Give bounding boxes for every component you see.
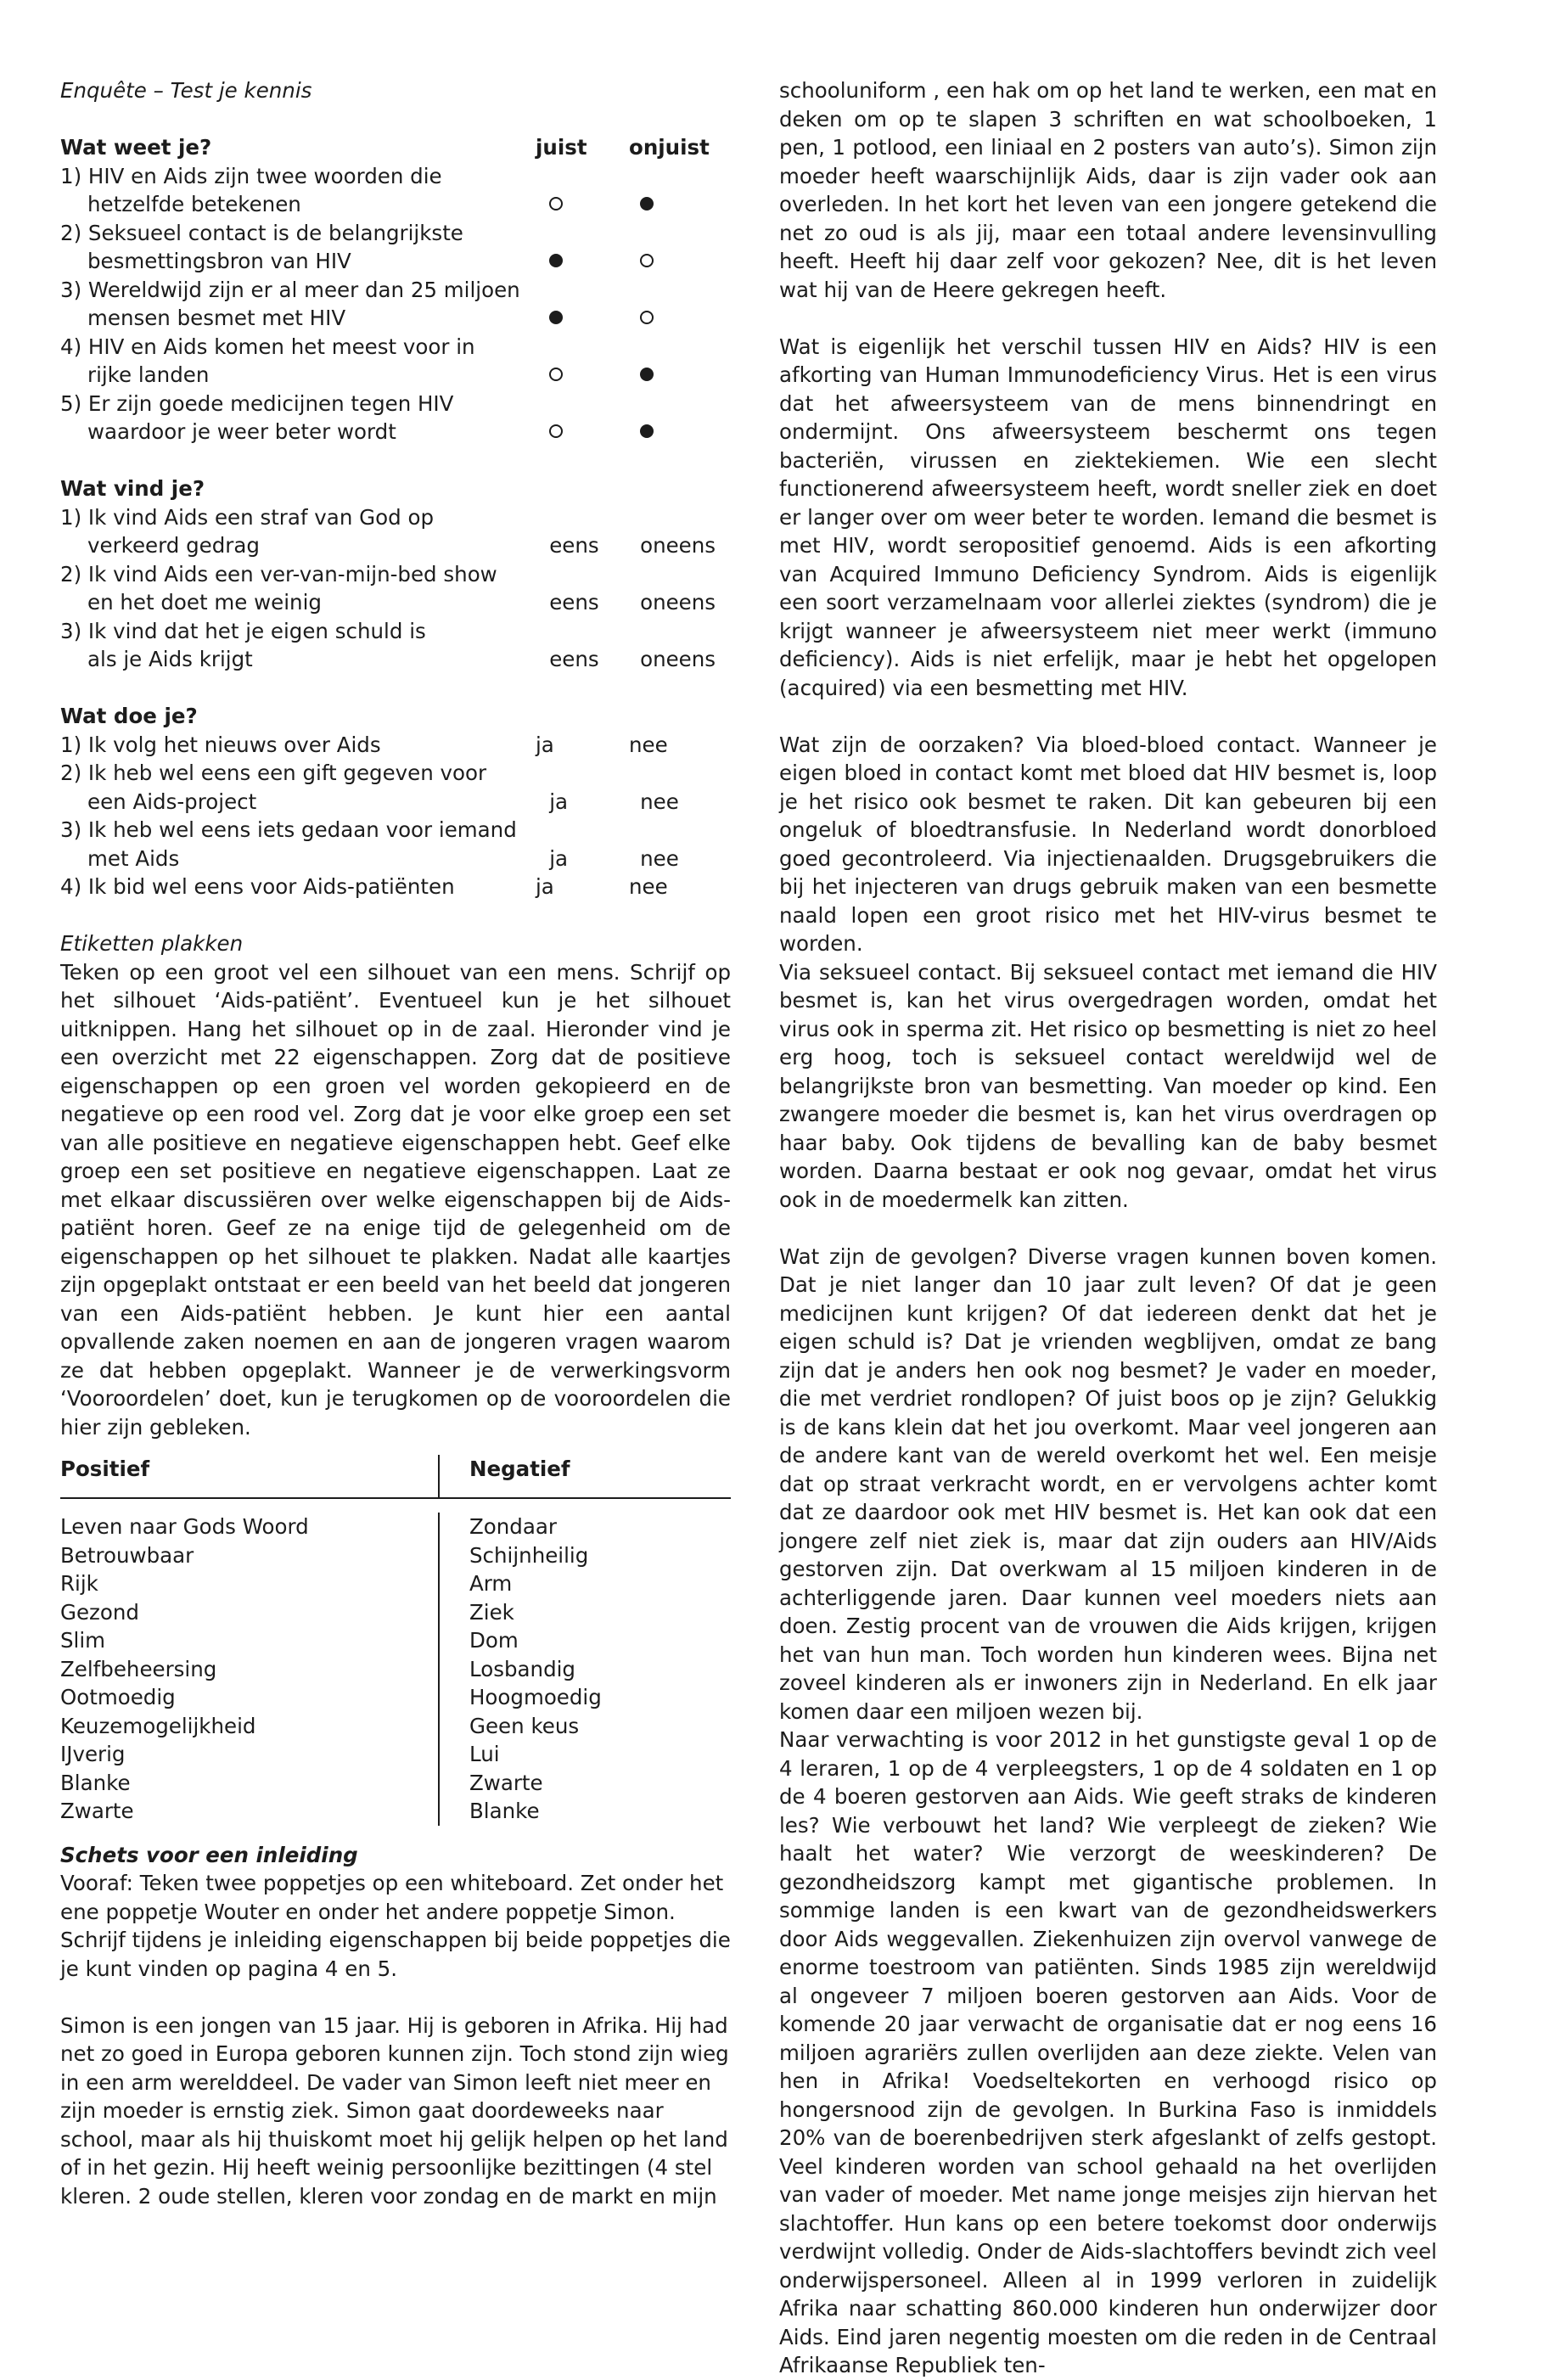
doe-option-ja[interactable]: ja xyxy=(549,845,569,871)
negatief-item: Zondaar xyxy=(469,1514,557,1539)
weet-item-2-cont xyxy=(60,247,731,276)
filled-circle-icon xyxy=(640,368,654,381)
weet-header-row xyxy=(60,133,731,162)
open-circle-icon xyxy=(640,254,654,267)
vind-item-3 xyxy=(60,617,731,646)
weet-items xyxy=(60,162,731,446)
vind-option-oneens[interactable]: oneens xyxy=(640,647,716,671)
onjuist-option[interactable] xyxy=(640,418,731,446)
vind-heading: Wat vind je? xyxy=(60,476,205,501)
schets-p2: Simon is een jongen van 15 jaar. Hij is geboren in Afrika. Hij had net zo goed in Europa geboren kunnen zijn. Toch stond zijn wieg in een arm werelddeel. De vader van Simon leeft niet meer en zijn moeder is ernstig ziek. Simon gaat doordeweeks naar school, maar als hij thuiskomt moet hij gelijk helpen op het land of in het gezin. Hij heeft weinig persoonlijke bezittingen (4 stel kleren. 2 oude stellen, kleren voor zondag en de markt en mijn xyxy=(60,2012,729,2209)
weet-item-text: 1) HIV en Aids zijn twee woorden die xyxy=(60,163,442,188)
negatief-item: Geen keus xyxy=(469,1713,580,1738)
positief-item: Betrouwbaar xyxy=(60,1542,194,1568)
vind-item-text: 3) Ik vind dat het je eigen schuld is xyxy=(60,618,426,643)
right-p3: Wat zijn de oorzaken? Via bloed-bloed contact. Wanneer je eigen bloed in contact komt met bloed dat HIV besmet is, loop je het risico ook besmet te raken. Dit kan gebeuren bij een ongeluk of bloedtransfusie. In Nederland wordt donorbloed goed gecontroleerd. Via injectienaalden. Drugsgebruikers die bij het injecteren van drugs gebruik maken van een besmette naald lopen een groot risico met het HIV-virus besmet te worden. xyxy=(779,732,1437,956)
juist-option[interactable] xyxy=(549,418,640,446)
doe-item-2-cont xyxy=(60,788,731,817)
weet-item-text-cont: rijke landen xyxy=(87,362,210,387)
open-circle-icon xyxy=(640,311,654,324)
weet-item-text-cont: besmettingsbron van HIV xyxy=(87,249,351,273)
schets-p1: Vooraf: Teken twee poppetjes op een whiteboard. Zet onder het ene poppetje Wouter en onder het andere poppetje Simon. Schrijf tijdens je inleiding eigenschappen bij beide poppetjes die je kunt vinden op pagina 4 en 5. xyxy=(60,1871,731,1981)
right-p5: Wat zijn de gevolgen? Diverse vragen kunnen boven komen. Dat je niet langer dan 10 jaar zult leven? Of dat je geen medicijnen kunt krijgen? Of dat iedereen denkt dat het je eigen schuld is? Dat je vrienden wegblijven, omdat ze bang zijn dat je anders hen ook nog besmet? Je vader en moeder, die met verdriet rondlopen? Of juist boos op je zijn? Gelukkig is de kans klein dat het jou overkomt. Maar veel jongeren aan de andere kant van de wereld overkomt het wel. Een meisje dat op straat verkracht wordt, en er vervolgens achter komt dat ze daardoor ook met HIV besmet is. Het kan ook dat een jongere zelf niet ziek is, maar dat zijn ouders aan HIV/Aids gestorven zijn. Dat overkwam al 15 miljoen kinderen in de achterliggende jaren. Daar kunnen veel moeders niets aan doen. Zestig procent van de vrouwen die Aids krijgen, krijgen het van hun man. Toch worden hun kinderen wees. Bijna net zoveel kinderen als er inwoners zijn in Nederland. En elk jaar komen daar een miljoen wezen bij. xyxy=(779,1243,1437,1724)
onjuist-option[interactable] xyxy=(640,304,731,333)
open-circle-icon xyxy=(549,368,563,381)
open-circle-icon xyxy=(549,424,563,438)
doe-item-text: 2) Ik heb wel eens een gift gegeven voor xyxy=(60,761,487,785)
negatief-item: Lui xyxy=(469,1742,500,1766)
vind-item-2 xyxy=(60,560,731,589)
doe-option-ja[interactable]: ja xyxy=(536,732,554,757)
juist-option[interactable] xyxy=(549,247,640,276)
vind-items xyxy=(60,503,731,674)
weet-item-4 xyxy=(60,333,731,362)
negatief-item: Blanke xyxy=(469,1799,540,1823)
positief-item: Keuzemogelijkheid xyxy=(60,1713,256,1738)
weet-item-5 xyxy=(60,390,731,418)
vind-option-eens[interactable]: eens xyxy=(549,647,599,671)
doe-option-nee[interactable]: nee xyxy=(640,789,679,814)
doe-item-4 xyxy=(60,873,731,901)
doe-item-text: 3) Ik heb wel eens iets gedaan voor iemand xyxy=(60,817,517,842)
schets-heading: Schets voor een inleiding xyxy=(60,1842,358,1867)
weet-heading: Wat weet je? xyxy=(60,135,212,160)
negatief-item: Arm xyxy=(469,1571,513,1596)
positief-item: Zelfbeheersing xyxy=(60,1656,217,1681)
vind-item-1-cont xyxy=(60,531,731,560)
doe-option-nee[interactable]: nee xyxy=(640,845,679,871)
weet-item-1-cont xyxy=(60,190,731,219)
vind-item-text: 2) Ik vind Aids een ver-van-mijn-bed show xyxy=(60,561,497,587)
vind-item-text: 1) Ik vind Aids een straf van God op xyxy=(60,504,434,530)
filled-circle-icon xyxy=(640,197,654,210)
negatief-item: Hoogmoedig xyxy=(469,1685,602,1709)
weet-item-text: 4) HIV en Aids komen het meest voor in xyxy=(60,334,475,359)
vind-option-eens[interactable]: eens xyxy=(549,533,599,558)
positief-list xyxy=(60,1513,440,1826)
negatief-item: Ziek xyxy=(469,1599,514,1625)
weet-item-text-cont: waardoor je weer beter wordt xyxy=(87,419,396,444)
weet-item-3 xyxy=(60,276,731,305)
etiketten-heading: Etiketten plakken xyxy=(60,931,244,956)
col-onjuist-label: onjuist xyxy=(629,135,710,160)
weet-item-text: 5) Er zijn goede medicijnen tegen HIV xyxy=(60,390,454,416)
right-p6: Naar verwachting is voor 2012 in het gunstigste geval 1 op de 4 leraren, 1 op de 4 verpleegsters, 1 op de 4 soldaten en 1 op de 4 boeren gestorven aan Aids. Wie geeft straks de kinderen les? Wie verbouwt het land? Wie verpleegt de zieken? Wie haalt het water? Wie verzorgt de weeskinderen? De gezondheidszorg kampt met gigantische problemen. In sommige landen is een kwart van de gezondheidswerkers door Aids weggevallen. Ziekenhuizen zijn overvol vanwege de enorme toestroom van patiënten. Sinds 1985 zijn wereldwijd al ongeveer 7 miljoen boeren gestorven aan Aids. Voor de komende 20 jaar verwacht de organisatie dat er nog eens 16 miljoen agrariërs zullen overlijden aan deze ziekte. Velen van hen in Afrika! Voedseltekorten en verhoogd risico op hongersnood zijn de gevolgen. In Burkina Faso is inmiddels 20% van de boerenbedrijven sterk afgeslankt of zelfs gestopt. Veel kinderen worden van school gehaald na het overlijden van vader of moeder. Met name jonge meisjes zijn hiervan het slachtoffer. Hun kans op een betere toekomst door onderwijs verdwijnt volledig. Onder de Aids-slachtoffers bevindt zich veel onderwijspersoneel. Alleen al in 1999 verloren in zuidelijk Afrika naar schatting 860.000 kinderen hun onderwijzer door Aids. Eind jaren negentig moesten om die reden in de Centraal Afrikaanse Republiek ten- xyxy=(779,1727,1437,2377)
negatief-item: Zwarte xyxy=(469,1770,543,1795)
filled-circle-icon xyxy=(640,424,654,438)
doe-option-nee[interactable]: nee xyxy=(629,874,668,899)
table-header xyxy=(60,1455,731,1499)
onjuist-option[interactable] xyxy=(640,190,731,219)
weet-item-2 xyxy=(60,219,731,248)
negatief-item: Schijnheilig xyxy=(469,1542,589,1568)
negatief-list xyxy=(440,1513,602,1826)
weet-item-4-cont xyxy=(60,361,731,390)
doe-item-text-cont: een Aids-project xyxy=(87,789,257,814)
negatief-item: Dom xyxy=(469,1628,519,1653)
doe-item-3-cont xyxy=(60,845,731,873)
positief-item: Slim xyxy=(60,1628,106,1653)
positief-item: Zwarte xyxy=(60,1799,134,1823)
doe-item-text-cont: met Aids xyxy=(87,845,180,871)
vind-item-2-cont xyxy=(60,588,731,617)
doe-item-2 xyxy=(60,759,731,788)
eigenschappen-table xyxy=(60,1455,731,1826)
doe-heading: Wat doe je? xyxy=(60,704,198,728)
weet-item-text-cont: mensen besmet met HIV xyxy=(87,306,346,330)
juist-option[interactable] xyxy=(549,190,640,219)
col-juist-label: juist xyxy=(536,135,587,160)
weet-item-text: 3) Wereldwijd zijn er al meer dan 25 miljoen xyxy=(60,277,520,302)
vind-item-3-cont xyxy=(60,645,731,674)
doe-option-ja[interactable]: ja xyxy=(536,874,554,899)
positief-item: Gezond xyxy=(60,1599,139,1625)
table-body xyxy=(60,1499,731,1826)
onjuist-option[interactable] xyxy=(640,247,731,276)
vind-item-text-cont: en het doet me weinig xyxy=(87,590,322,615)
filled-circle-icon xyxy=(549,311,563,324)
right-p1: schooluniform , een hak om op het land te werken, een mat en deken om op te slapen 3 schriften en wat schoolboeken, 1 pen, 1 potlood, een liniaal en 2 posters van auto’s). Simon zijn moeder heeft waarschijnlijk Aids, daar is zijn vader ook aan overleden. In het kort het leven van een jongere getekend die net zo oud is als jij, maar een totaal andere levensinvulling heeft. Heeft hij daar zelf voor gekozen? Nee, dit is het leven wat hij van de Heere gekregen heeft. xyxy=(779,78,1437,302)
juist-option[interactable] xyxy=(549,361,640,390)
header-positief: Positief xyxy=(60,1455,440,1497)
onjuist-option[interactable] xyxy=(640,361,731,390)
header-negatief: Negatief xyxy=(469,1457,570,1481)
vind-item-text-cont: verkeerd gedrag xyxy=(87,533,260,558)
weet-item-text-cont: hetzelfde betekenen xyxy=(87,192,301,216)
doe-option-ja[interactable]: ja xyxy=(549,789,569,814)
positief-item: Rijk xyxy=(60,1571,98,1596)
etiketten-text: Teken op een groot vel een silhouet van een mens. Schrijf op het silhouet ‘Aids-patiënt’. Eventueel kun je het silhouet uitknippen. Hang het silhouet op in de zaal. Hieronder vind je een overzicht met 22 eigenschappen. Zorg dat de positieve eigenschappen op een groen vel worden gekopieerd en de negatieve op een rood vel. Zorg dat je voor elke groep een set van alle positieve en negatieve eigenschappen hebt. Geef elke groep een set positieve en negatieve eigenschappen. Laat ze met elkaar discussiëren over welke eigenschappen bij de Aids-patiënt horen. Geef ze na enige tijd de gelegenheid om de eigenschappen op het silhouet te plakken. Nadat alle kaartjes zijn opgeplakt ontstaat er een beeld van het beeld dat jongeren van een Aids-patiënt hebben. Je kunt hier een aantal opvallende zaken noemen en aan de jongeren vragen waarom ze dat hebben opgeplakt. Wanneer je de verwerkingsvorm ‘Vooroordelen’ doet, kun je terugkomen op de vooroordelen die hier zijn gebleken. xyxy=(60,959,731,1440)
doe-item-3 xyxy=(60,816,731,845)
weet-item-1 xyxy=(60,162,731,191)
weet-item-text: 2) Seksueel contact is de belangrijkste xyxy=(60,220,463,245)
vind-option-oneens[interactable]: oneens xyxy=(640,590,716,615)
right-p4: Via seksueel contact. Bij seksueel contact met iemand die HIV besmet is, kan het virus overgedragen worden, omdat het virus ook in sperma zit. Het risico op besmetting is niet zo heel erg hoog, toch is seksueel contact wereldwijd wel de belangrijkste bron van besmetting. Van moeder op kind. Een zwangere moeder die besmet is, kan het virus overdragen op haar baby. Ook tijdens de bevalling kan de baby besmet worden. Daarna bestaat er ook nog gevaar, omdat het virus ook in de moedermelk kan zitten. xyxy=(779,959,1437,1212)
vind-option-oneens[interactable]: oneens xyxy=(640,533,716,558)
positief-item: Ootmoedig xyxy=(60,1685,176,1709)
doe-item-text: 4) Ik bid wel eens voor Aids-patiënten xyxy=(60,874,455,899)
weet-item-5-cont xyxy=(60,418,731,446)
right-column xyxy=(779,76,1437,2380)
positief-item: Blanke xyxy=(60,1770,131,1795)
positief-item: IJverig xyxy=(60,1742,126,1766)
weet-item-3-cont xyxy=(60,304,731,333)
doe-option-nee[interactable]: nee xyxy=(629,732,668,757)
open-circle-icon xyxy=(549,197,563,210)
negatief-item: Losbandig xyxy=(469,1656,575,1681)
filled-circle-icon xyxy=(549,254,563,267)
right-p2: Wat is eigenlijk het verschil tussen HIV en Aids? HIV is een afkorting van Human Immunodeficiency Virus. Het is een virus dat het afweersysteem van de mens binnendringt en ondermijnt. Ons afweersysteem beschermt ons tegen bacteriën, virussen en ziektekiemen. Wie een slecht functionerend afweersysteem heeft, wordt sneller ziek en doet er langer over om weer beter te worden. Iemand die besmet is met HIV, wordt seropositief genoemd. Aids is een afkorting van Acquired Immuno Deficiency Syndrom. Aids is eigenlijk een soort verzamelnaam voor allerlei ziektes (syndrom) die je krijgt wanneer je afweersysteem niet meer werkt (immuno deficiency). Aids is niet erfelijk, maar je hebt het opgelopen (acquired) via een besmetting met HIV. xyxy=(779,334,1437,700)
vind-item-1 xyxy=(60,503,731,532)
vind-item-text-cont: als je Aids krijgt xyxy=(87,647,253,671)
doe-item-1 xyxy=(60,731,731,760)
vind-option-eens[interactable]: eens xyxy=(549,590,599,615)
juist-option[interactable] xyxy=(549,304,640,333)
positief-item: Leven naar Gods Woord xyxy=(60,1514,309,1539)
doe-items xyxy=(60,731,731,901)
doe-item-text: 1) Ik volg het nieuws over Aids xyxy=(60,732,381,757)
quiz-title: Enquête – Test je kennis xyxy=(60,78,312,103)
left-column xyxy=(60,76,731,2210)
